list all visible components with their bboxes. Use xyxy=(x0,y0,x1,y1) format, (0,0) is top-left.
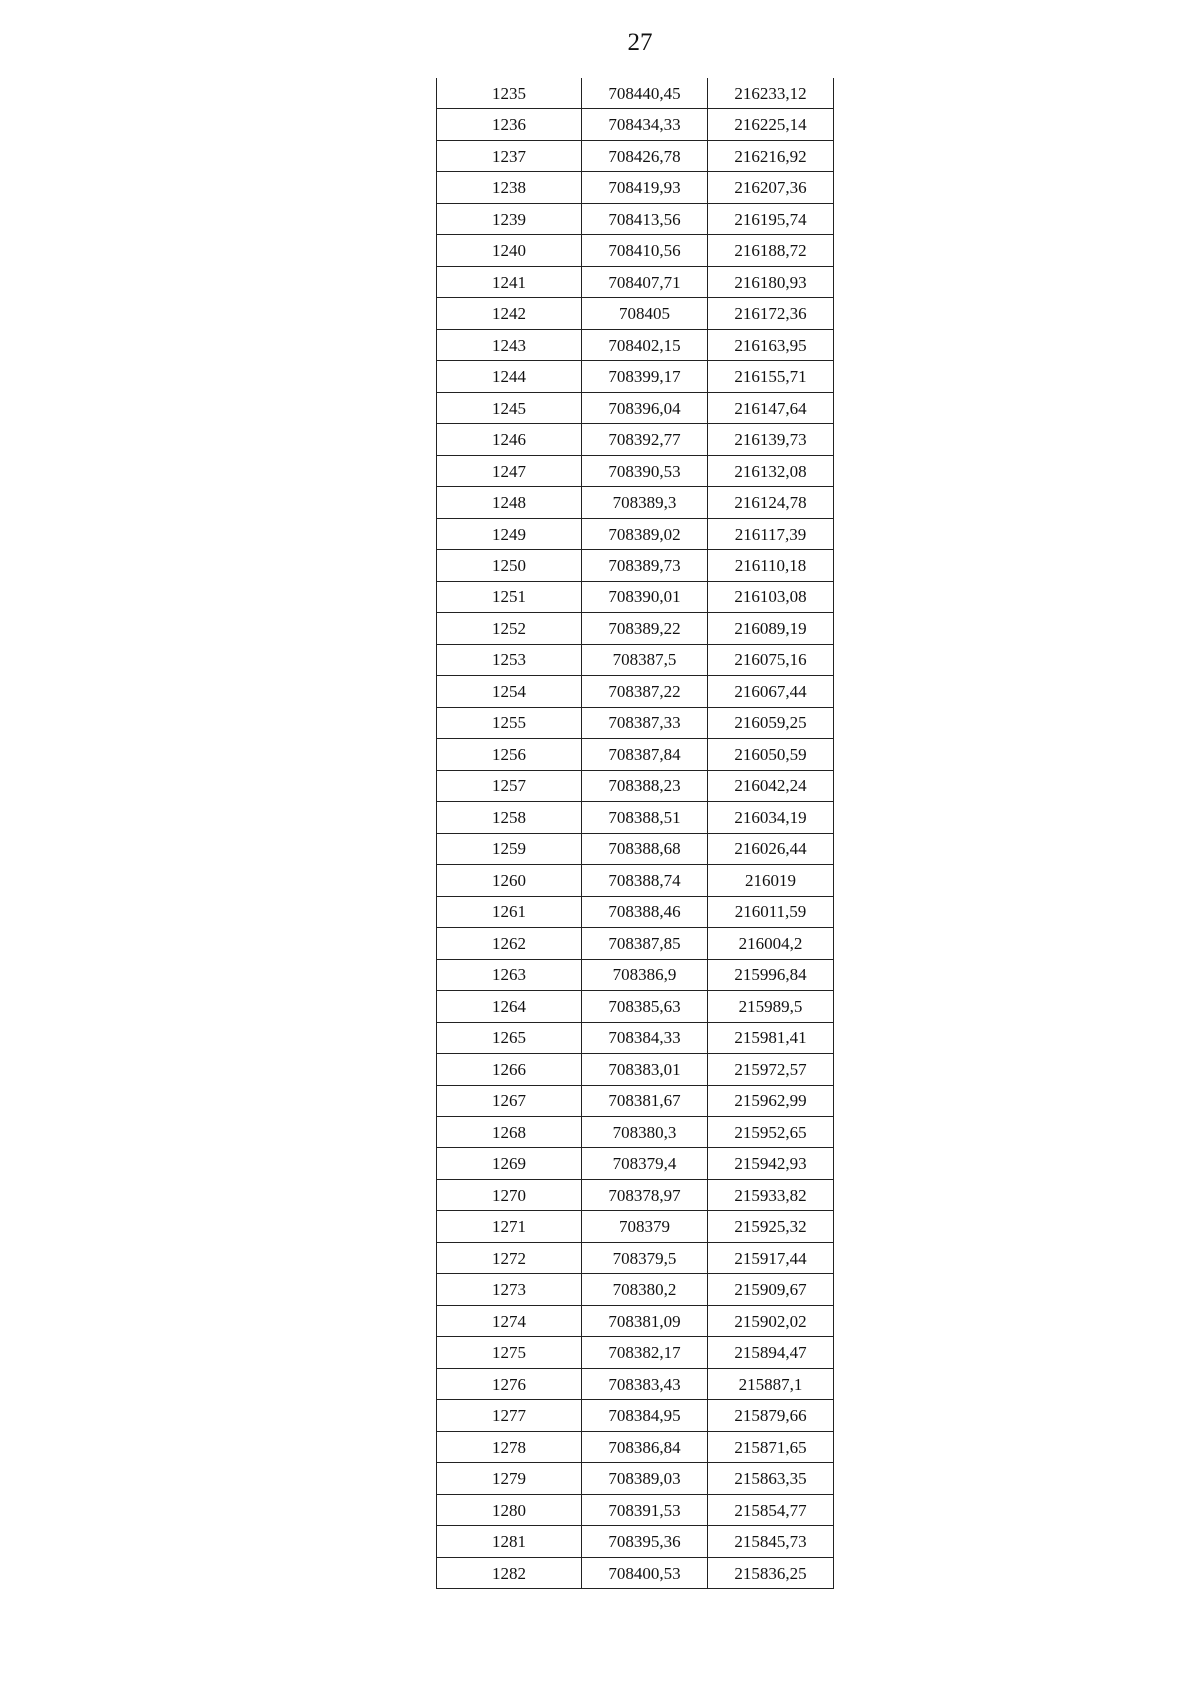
point-number-cell: 1263 xyxy=(437,959,582,990)
point-number-cell: 1278 xyxy=(437,1431,582,1462)
table-row xyxy=(437,1242,834,1273)
table-row xyxy=(437,1463,834,1494)
table-row xyxy=(437,392,834,423)
x-coordinate-cell: 708386,84 xyxy=(582,1431,708,1462)
point-number-cell: 1248 xyxy=(437,487,582,518)
page-number: 27 xyxy=(627,29,653,56)
y-coordinate-cell: 215909,67 xyxy=(708,1274,834,1305)
table-row xyxy=(437,770,834,801)
y-coordinate-cell: 216147,64 xyxy=(708,392,834,423)
table-row xyxy=(437,581,834,612)
x-coordinate-cell: 708384,33 xyxy=(582,1022,708,1053)
point-number-cell: 1253 xyxy=(437,644,582,675)
x-coordinate-cell: 708387,5 xyxy=(582,644,708,675)
point-number-cell: 1261 xyxy=(437,896,582,927)
table-row xyxy=(437,1400,834,1431)
y-coordinate-cell: 216089,19 xyxy=(708,613,834,644)
table-row xyxy=(437,487,834,518)
table-row xyxy=(437,1526,834,1557)
x-coordinate-cell: 708399,17 xyxy=(582,361,708,392)
point-number-cell: 1264 xyxy=(437,991,582,1022)
x-coordinate-cell: 708388,74 xyxy=(582,865,708,896)
point-number-cell: 1259 xyxy=(437,833,582,864)
point-number-cell: 1272 xyxy=(437,1242,582,1273)
x-coordinate-cell: 708392,77 xyxy=(582,424,708,455)
y-coordinate-cell: 215845,73 xyxy=(708,1526,834,1557)
x-coordinate-cell: 708381,67 xyxy=(582,1085,708,1116)
coordinates-table-body xyxy=(437,78,834,1589)
y-coordinate-cell: 216042,24 xyxy=(708,770,834,801)
point-number-cell: 1246 xyxy=(437,424,582,455)
point-number-cell: 1273 xyxy=(437,1274,582,1305)
x-coordinate-cell: 708387,85 xyxy=(582,928,708,959)
coordinates-table xyxy=(436,78,834,1589)
y-coordinate-cell: 216195,74 xyxy=(708,203,834,234)
y-coordinate-cell: 216124,78 xyxy=(708,487,834,518)
y-coordinate-cell: 216034,19 xyxy=(708,802,834,833)
point-number-cell: 1241 xyxy=(437,266,582,297)
x-coordinate-cell: 708388,51 xyxy=(582,802,708,833)
y-coordinate-cell: 216225,14 xyxy=(708,109,834,140)
x-coordinate-cell: 708440,45 xyxy=(582,78,708,109)
table-row xyxy=(437,1085,834,1116)
y-coordinate-cell: 216075,16 xyxy=(708,644,834,675)
x-coordinate-cell: 708388,68 xyxy=(582,833,708,864)
x-coordinate-cell: 708379 xyxy=(582,1211,708,1242)
table-row xyxy=(437,1305,834,1336)
x-coordinate-cell: 708386,9 xyxy=(582,959,708,990)
x-coordinate-cell: 708389,03 xyxy=(582,1463,708,1494)
table-row xyxy=(437,266,834,297)
table-row xyxy=(437,1368,834,1399)
x-coordinate-cell: 708380,3 xyxy=(582,1116,708,1147)
y-coordinate-cell: 215836,25 xyxy=(708,1557,834,1588)
point-number-cell: 1265 xyxy=(437,1022,582,1053)
table-row xyxy=(437,1211,834,1242)
y-coordinate-cell: 216019 xyxy=(708,865,834,896)
point-number-cell: 1244 xyxy=(437,361,582,392)
x-coordinate-cell: 708383,01 xyxy=(582,1054,708,1085)
x-coordinate-cell: 708405 xyxy=(582,298,708,329)
table-row xyxy=(437,109,834,140)
table-row xyxy=(437,865,834,896)
x-coordinate-cell: 708388,46 xyxy=(582,896,708,927)
x-coordinate-cell: 708391,53 xyxy=(582,1494,708,1525)
point-number-cell: 1277 xyxy=(437,1400,582,1431)
table-row xyxy=(437,613,834,644)
table-row xyxy=(437,1148,834,1179)
point-number-cell: 1235 xyxy=(437,78,582,109)
table-row xyxy=(437,676,834,707)
table-row xyxy=(437,707,834,738)
y-coordinate-cell: 216026,44 xyxy=(708,833,834,864)
y-coordinate-cell: 215863,35 xyxy=(708,1463,834,1494)
point-number-cell: 1237 xyxy=(437,140,582,171)
y-coordinate-cell: 215894,47 xyxy=(708,1337,834,1368)
y-coordinate-cell: 215925,32 xyxy=(708,1211,834,1242)
point-number-cell: 1275 xyxy=(437,1337,582,1368)
y-coordinate-cell: 216132,08 xyxy=(708,455,834,486)
table-row xyxy=(437,1179,834,1210)
table-row xyxy=(437,1494,834,1525)
table-row xyxy=(437,140,834,171)
y-coordinate-cell: 216180,93 xyxy=(708,266,834,297)
x-coordinate-cell: 708387,22 xyxy=(582,676,708,707)
point-number-cell: 1245 xyxy=(437,392,582,423)
x-coordinate-cell: 708379,4 xyxy=(582,1148,708,1179)
point-number-cell: 1279 xyxy=(437,1463,582,1494)
table-row xyxy=(437,1431,834,1462)
y-coordinate-cell: 216163,95 xyxy=(708,329,834,360)
x-coordinate-cell: 708402,15 xyxy=(582,329,708,360)
y-coordinate-cell: 216004,2 xyxy=(708,928,834,959)
point-number-cell: 1243 xyxy=(437,329,582,360)
y-coordinate-cell: 215981,41 xyxy=(708,1022,834,1053)
x-coordinate-cell: 708384,95 xyxy=(582,1400,708,1431)
x-coordinate-cell: 708385,63 xyxy=(582,991,708,1022)
table-row xyxy=(437,1022,834,1053)
table-row xyxy=(437,739,834,770)
x-coordinate-cell: 708434,33 xyxy=(582,109,708,140)
x-coordinate-cell: 708389,02 xyxy=(582,518,708,549)
y-coordinate-cell: 216103,08 xyxy=(708,581,834,612)
x-coordinate-cell: 708380,2 xyxy=(582,1274,708,1305)
x-coordinate-cell: 708381,09 xyxy=(582,1305,708,1336)
point-number-cell: 1242 xyxy=(437,298,582,329)
y-coordinate-cell: 216117,39 xyxy=(708,518,834,549)
y-coordinate-cell: 216139,73 xyxy=(708,424,834,455)
y-coordinate-cell: 215887,1 xyxy=(708,1368,834,1399)
x-coordinate-cell: 708419,93 xyxy=(582,172,708,203)
table-row xyxy=(437,896,834,927)
table-row xyxy=(437,329,834,360)
y-coordinate-cell: 215972,57 xyxy=(708,1054,834,1085)
point-number-cell: 1255 xyxy=(437,707,582,738)
table-row xyxy=(437,172,834,203)
x-coordinate-cell: 708389,22 xyxy=(582,613,708,644)
x-coordinate-cell: 708382,17 xyxy=(582,1337,708,1368)
point-number-cell: 1258 xyxy=(437,802,582,833)
table-row xyxy=(437,455,834,486)
point-number-cell: 1247 xyxy=(437,455,582,486)
x-coordinate-cell: 708378,97 xyxy=(582,1179,708,1210)
x-coordinate-cell: 708387,84 xyxy=(582,739,708,770)
y-coordinate-cell: 215879,66 xyxy=(708,1400,834,1431)
y-coordinate-cell: 215933,82 xyxy=(708,1179,834,1210)
table-row xyxy=(437,298,834,329)
point-number-cell: 1254 xyxy=(437,676,582,707)
table-row xyxy=(437,959,834,990)
y-coordinate-cell: 216216,92 xyxy=(708,140,834,171)
y-coordinate-cell: 215871,65 xyxy=(708,1431,834,1462)
y-coordinate-cell: 216011,59 xyxy=(708,896,834,927)
table-row xyxy=(437,1116,834,1147)
y-coordinate-cell: 215942,93 xyxy=(708,1148,834,1179)
table-row xyxy=(437,361,834,392)
point-number-cell: 1276 xyxy=(437,1368,582,1399)
point-number-cell: 1282 xyxy=(437,1557,582,1588)
y-coordinate-cell: 216110,18 xyxy=(708,550,834,581)
x-coordinate-cell: 708388,23 xyxy=(582,770,708,801)
point-number-cell: 1270 xyxy=(437,1179,582,1210)
x-coordinate-cell: 708410,56 xyxy=(582,235,708,266)
point-number-cell: 1257 xyxy=(437,770,582,801)
point-number-cell: 1251 xyxy=(437,581,582,612)
y-coordinate-cell: 216067,44 xyxy=(708,676,834,707)
table-row xyxy=(437,991,834,1022)
table-row xyxy=(437,235,834,266)
point-number-cell: 1252 xyxy=(437,613,582,644)
point-number-cell: 1260 xyxy=(437,865,582,896)
table-row xyxy=(437,1337,834,1368)
point-number-cell: 1238 xyxy=(437,172,582,203)
table-row xyxy=(437,928,834,959)
y-coordinate-cell: 215996,84 xyxy=(708,959,834,990)
point-number-cell: 1281 xyxy=(437,1526,582,1557)
x-coordinate-cell: 708390,53 xyxy=(582,455,708,486)
y-coordinate-cell: 216172,36 xyxy=(708,298,834,329)
point-number-cell: 1267 xyxy=(437,1085,582,1116)
x-coordinate-cell: 708389,3 xyxy=(582,487,708,518)
y-coordinate-cell: 216059,25 xyxy=(708,707,834,738)
point-number-cell: 1236 xyxy=(437,109,582,140)
point-number-cell: 1268 xyxy=(437,1116,582,1147)
table-row xyxy=(437,802,834,833)
y-coordinate-cell: 216155,71 xyxy=(708,361,834,392)
x-coordinate-cell: 708413,56 xyxy=(582,203,708,234)
x-coordinate-cell: 708396,04 xyxy=(582,392,708,423)
table-row xyxy=(437,1054,834,1085)
table-row xyxy=(437,203,834,234)
x-coordinate-cell: 708400,53 xyxy=(582,1557,708,1588)
point-number-cell: 1240 xyxy=(437,235,582,266)
x-coordinate-cell: 708383,43 xyxy=(582,1368,708,1399)
table-row xyxy=(437,424,834,455)
x-coordinate-cell: 708390,01 xyxy=(582,581,708,612)
point-number-cell: 1249 xyxy=(437,518,582,549)
y-coordinate-cell: 216207,36 xyxy=(708,172,834,203)
table-row xyxy=(437,518,834,549)
point-number-cell: 1262 xyxy=(437,928,582,959)
y-coordinate-cell: 216188,72 xyxy=(708,235,834,266)
x-coordinate-cell: 708379,5 xyxy=(582,1242,708,1273)
y-coordinate-cell: 215917,44 xyxy=(708,1242,834,1273)
point-number-cell: 1250 xyxy=(437,550,582,581)
point-number-cell: 1256 xyxy=(437,739,582,770)
y-coordinate-cell: 216233,12 xyxy=(708,78,834,109)
x-coordinate-cell: 708426,78 xyxy=(582,140,708,171)
x-coordinate-cell: 708407,71 xyxy=(582,266,708,297)
y-coordinate-cell: 215989,5 xyxy=(708,991,834,1022)
table-row xyxy=(437,1557,834,1588)
table-row xyxy=(437,550,834,581)
table-row xyxy=(437,1274,834,1305)
table-row xyxy=(437,78,834,109)
y-coordinate-cell: 215952,65 xyxy=(708,1116,834,1147)
x-coordinate-cell: 708387,33 xyxy=(582,707,708,738)
y-coordinate-cell: 215962,99 xyxy=(708,1085,834,1116)
x-coordinate-cell: 708389,73 xyxy=(582,550,708,581)
y-coordinate-cell: 215854,77 xyxy=(708,1494,834,1525)
point-number-cell: 1266 xyxy=(437,1054,582,1085)
x-coordinate-cell: 708395,36 xyxy=(582,1526,708,1557)
point-number-cell: 1280 xyxy=(437,1494,582,1525)
table-row xyxy=(437,833,834,864)
y-coordinate-cell: 215902,02 xyxy=(708,1305,834,1336)
point-number-cell: 1274 xyxy=(437,1305,582,1336)
point-number-cell: 1271 xyxy=(437,1211,582,1242)
point-number-cell: 1269 xyxy=(437,1148,582,1179)
y-coordinate-cell: 216050,59 xyxy=(708,739,834,770)
point-number-cell: 1239 xyxy=(437,203,582,234)
table-row xyxy=(437,644,834,675)
